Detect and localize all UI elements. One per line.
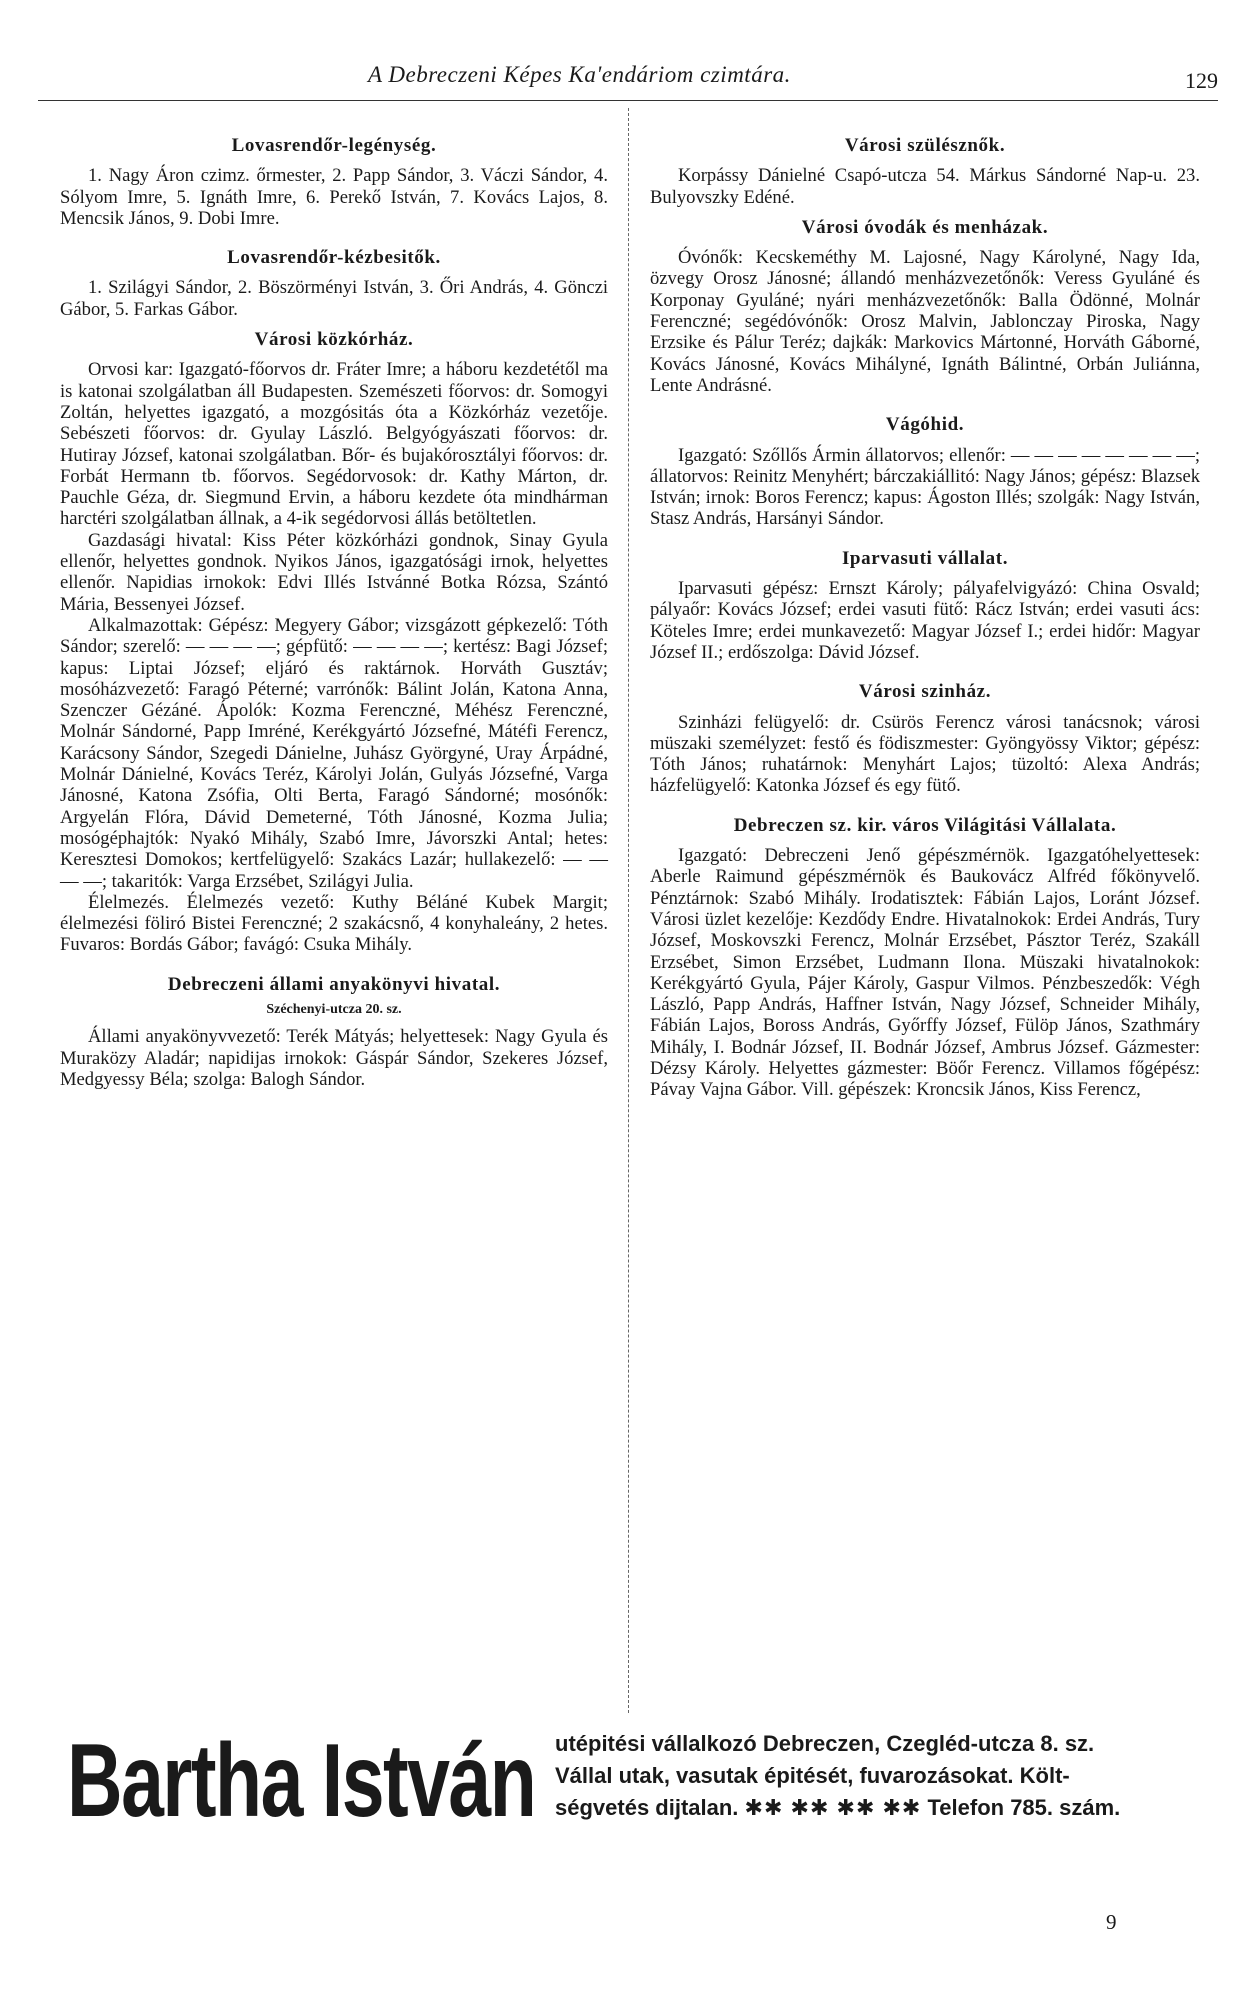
ad-line [555, 1792, 1210, 1824]
section-paragraph: Alkalmazottak: Gépész: Megyery Gábor; vizsgázott gépkezelő: Tóth Sándor; szerelő: — — — —; gépfütő: — — — —; kertész: Bagi József; kapus: Liptai József; eljáró és raktárnok. Horváth Gusztáv; mosóházvezető: Faragó Péterné; varrónők: Bálint Jolán, Katona Anna, Szenczer Gézáné. Ápolók: Kozma Ferenczné, Méhész Ferenczné, Molnár Sándorné, Papp Imréné, Kerékgyártó Józsefné, Mátéfi Ferencz, Karácsony Sándor, Szegedi Dánielne, Juhász Györgyné, Uray Árpádné, Molnár Dánielné, Kovács Teréz, Károlyi Jolán, Gulyás Józsefné, Varga Jánosné, Katona Zsófia, Olti Berta, Faragó Sándorné; mosónők: Argyelán Flóra, Dávid Demeterné, Tóth Jánosné, Kozma Julia; mosógéphajtók: Nyakó Mihály, Szabó Imre, Jávorszki Antal; hetes: Keresztesi Domokos; kertfelügyelő: Szakács Lazár; hullakezelő: — — — —; takaritók: Varga Erzsébet, Szilágyi Julia. [60, 614, 608, 892]
section-text: Iparvasuti gépész: Ernszt Károly; pályafelvigyázó: China Osvald; pályaőr: Kovács József; erdei vasuti fütő: Rácz István; erdei vasuti ács: Köteles Imre; erdei munkavezető: Magyar József I.; erdei hidőr: Magyar József II.; erdőszolga: Dávid József. [650, 578, 1200, 663]
left-column [60, 135, 608, 1090]
ad-line: Vállal utak, vasutak épitését, fuvarozásokat. Költ- [555, 1763, 1070, 1788]
section-text: Óvónők: Kecskeméthy M. Lajosné, Nagy Károlyné, Nagy Ida, özvegy Orosz Jánosné; állandó menházvezetőnők: Veress Gyuláné és Korponay Gyuláné; nyári menházvezetőnők: Balla Ödönné, Molnár Ferenczné; segédóvónők: Orosz Malvin, Jablonczay Piroska, Nagy Erzsike és Pálur Teréz; dajkák: Markovics Mártonné, Horváth Gáborné, Kovács Jánosné, Kovács Mihályné, Ignáth Bálintné, Orbán Juliánna, Lente Andrásné. [650, 247, 1200, 396]
running-header [38, 62, 1218, 101]
section-text: Szinházi felügyelő: dr. Csürös Ferencz városi tanácsnok; városi müszaki személyzet: festő és födiszmester: Gyöngyössy Viktor; gépész: Tóth János; ruhatárnok: Menyhárt Lajos; tüzoltó: Alexa András; házfelügyelő: Katonka József és egy fütő. [650, 711, 1200, 797]
right-column [650, 135, 1200, 1101]
advertisement-text [555, 1728, 1210, 1824]
section-title: Városi óvodák és menházak. [801, 216, 1049, 238]
ad-phone: Telefon 785. szám. [927, 1795, 1121, 1820]
section-text: 1. Nagy Áron czimz. őrmester, 2. Papp Sándor, 3. Váczi Sándor, 4. Sólyom Imre, 5. Ignáth Imre, 6. Perekő István, 7. Kovács Lajos, 8. Mencsik János, 9. Dobi Imre. [60, 165, 608, 229]
section-title: Városi szinház. [858, 681, 992, 703]
advertiser-name: Bartha István [67, 1723, 536, 1839]
ad-line-start: ségvetés dijtalan. [555, 1795, 739, 1820]
section-title: Iparvasuti vállalat. [841, 547, 1009, 569]
section-title: Debreczeni állami anyakönyvi hivatal. [167, 973, 501, 995]
section-text: 1. Szilágyi Sándor, 2. Böszörményi István, 3. Őri András, 4. Gönczi Gábor, 5. Farkas Gábor. [60, 277, 608, 320]
section-title: Lovasrendőr-legénység. [231, 135, 437, 156]
page-number: 129 [1185, 68, 1218, 93]
section-subtitle: Széchenyi-utcza 20. sz. [266, 1001, 402, 1017]
section-title: Lovasrendőr-kézbesitők. [227, 247, 441, 269]
section-title: Városi közkórház. [254, 329, 414, 351]
ad-line: utépitési vállalkozó Debreczen, Czegléd-utcza 8. sz. [555, 1731, 1095, 1756]
section-text: Állami anyakönyvvezető: Terék Mátyás; helyettesek: Nagy Gyula és Muraközy Aladár; napidijas irnokok: Gáspár Sándor, Szekeres József, Medgyessy Béla; szolga: Balogh Sándor. [60, 1026, 608, 1090]
section-paragraph: Orvosi kar: Igazgató-főorvos dr. Fráter Imre; a háboru kezdetétől ma is katonai szolgálatban áll Budapesten. Szemészeti főorvos: dr. Somogyi Zoltán, helyettes igazgató, a mozgósitás óta a Közkórház vezetője. Sebészeti főorvos: dr. Gyulay László. Belgyógyászati főorvos: dr. Hutiray József, katonai szolgálatban. Bőr- és bujakórosztályi főorvos: dr. Forbát Hermann tb. főorvos. Segédorvosok: dr. Kathy Márton, dr. Pauchle Géza, dr. Siegmund Ervin, a háboru kezdete óta mindhárman harctéri szolgálatban állnak, a 4-ik segédorvosi állás betöltetlen. [60, 359, 608, 530]
section-title: Debreczen sz. kir. város Világitási Vállalata. [733, 814, 1117, 836]
section-text: Igazgató: Szőllős Ármin állatorvos; ellenőr: — — — — — — — —; állatorvos: Reinitz Menyhért; bárczakiállitó: Nagy János; gépész: Blazsek István; irnok: Boros Ferencz; kapus: Ágoston Illés; szolgák: Nagy István, Stasz András, Harsányi Sándor. [650, 444, 1200, 530]
section-text: Igazgató: Debreczeni Jenő gépészmérnök. Igazgatóhelyettesek: Aberle Raimund gépészmérnök és Baukovácz Alfréd főkönyvelő. Pénztárnok: Szabó Mihály. Irodatisztek: Fábián Lajos, Loránt József. Városi üzlet kezelője: Kezdődy Endre. Hivatalnokok: Erdei András, Tury József, Moskovszki Ferencz, Molnár Erzsébet, Pásztor Teréz, Szakáll Erzsébet, Simon Erzsébet, Ludmann Ilona. Müszaki hivatalnokok: Kerékgyártó Gyula, Pájer Károly, Gaspur Vilmos. Pénzbeszedők: Végh László, Papp András, Haffner István, Nagy József, Schneider Mihály, Fábián Lajos, Boross András, Győrffy József, Fülöp János, Szathmáry Mihály, I. Bodnár József, II. Bodnár József, Ambrus József. Gázmester: Dézsy Károly. Helyettes gázmester: Böőr Ferencz. Villamos főgépész: Pávay Vajna Gábor. Vill. gépészek: Kroncsik János, Kiss Ferencz, [650, 845, 1200, 1101]
advertisement [55, 1723, 1215, 1936]
signature-mark: 9 [1106, 1910, 1117, 1934]
section-paragraph: Élelmezés. Élelmezés vezető: Kuthy Béláné Kubek Margit; élelmezési föliró Bistei Ferenczné; 2 szakácsnő, 4 konyhaleány, 2 hetes. Fuvaros: Bordás Gábor; favágó: Csuka Mihály. [60, 891, 608, 956]
section-text: Korpássy Dánielné Csapó-utcza 54. Márkus Sándorné Nap-u. 23. Bulyovszky Edéné. [650, 165, 1200, 208]
ornament-stars: ✱✱ ✱✱ ✱✱ ✱✱ [744, 1795, 922, 1820]
column-divider [628, 108, 629, 1713]
section-title: Városi szülésznők. [844, 135, 1006, 156]
header-title: A Debreczeni Képes Ka'endáriom czimtára. [368, 62, 791, 87]
section-title: Vágóhid. [885, 414, 965, 436]
section-paragraph: Gazdasági hivatal: Kiss Péter közkórházi gondnok, Sinay Gyula ellenőr, helyettes gondnok. Nyikos János, igazgatósági irnok, helyettes ellenőr. Napidias irnokok: Edvi Illés Istvánné Botka Rózsa, Szántó Mária, Bessenyei József. [60, 529, 608, 615]
